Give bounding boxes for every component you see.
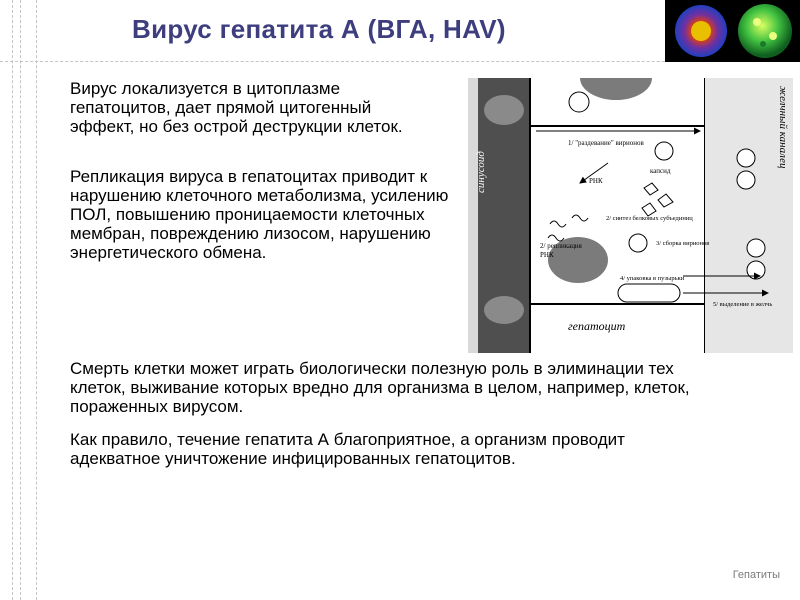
sinusoid-label: синусоид xyxy=(475,151,487,193)
virion xyxy=(629,234,647,252)
bullet-text: Вирус локализуется в цитоплазме гепатоцитов, дает прямой цитогенный эффект, но без острой деструкции клеток. xyxy=(70,79,403,136)
blood-cell xyxy=(484,95,524,125)
step4-label: 4/ упаковка в пузырьки xyxy=(620,275,685,282)
vesicle xyxy=(618,284,680,302)
virion xyxy=(737,149,755,167)
capsid-detail xyxy=(769,32,777,40)
capsid-label: капсид xyxy=(650,167,671,175)
virus-particle-image xyxy=(691,21,711,41)
slide-footer: Гепатиты xyxy=(732,569,780,581)
slide-title: Вирус гепатита А (ВГА, HAV) xyxy=(132,14,506,44)
step3-label: 3/ сборка вирионов xyxy=(656,240,710,247)
bile-canal-label: желчный каналец xyxy=(777,86,789,169)
virion xyxy=(569,92,589,112)
capsid-detail xyxy=(760,41,766,47)
bullet-item xyxy=(40,167,485,262)
virion xyxy=(655,142,673,160)
step2a-label: 2/ синтез белковых субъединиц xyxy=(606,215,693,222)
virion xyxy=(747,239,765,257)
virion xyxy=(737,171,755,189)
blood-cell xyxy=(484,296,524,324)
bullet-text: Смерть клетки может играть биологически полезную роль в элиминации тех клеток, выживание которых вредно для организма в целом, например, клеток, пораженных вирусом. xyxy=(70,359,690,416)
virus-capsid-image xyxy=(738,4,792,58)
bullet-item xyxy=(40,79,440,136)
guide-line-vertical xyxy=(20,0,21,600)
capsid-detail xyxy=(753,18,761,26)
virus-images xyxy=(665,0,800,62)
rna-label: РНК xyxy=(589,177,603,185)
bullet-text: Репликация вируса в гепатоцитах приводит к нарушению клеточного метаболизма, усилению ПОЛ, повышению проницаемости клеточных мембран, повреждению лизосом, нарушению энергетического обмена. xyxy=(70,167,449,262)
bullet-item xyxy=(40,430,700,468)
step1-label: 1/ "раздевание" вирионов xyxy=(568,139,644,147)
guide-line-vertical xyxy=(36,0,37,600)
step5-label: 5/ выделение в желчь xyxy=(713,301,773,308)
bullet-item xyxy=(40,359,700,416)
bullet-text: Как правило, течение гепатита А благоприятное, а организм проводит адекватное уничтожение инфицированных гепатоцитов. xyxy=(70,430,625,468)
step2b-label: 2/ репликация xyxy=(540,242,582,250)
step2b-label-rna: РНК xyxy=(540,251,554,259)
guide-line-vertical xyxy=(12,0,13,600)
hepatocyte-label: гепатоцит xyxy=(568,319,626,333)
hav-replication-diagram xyxy=(468,78,793,353)
